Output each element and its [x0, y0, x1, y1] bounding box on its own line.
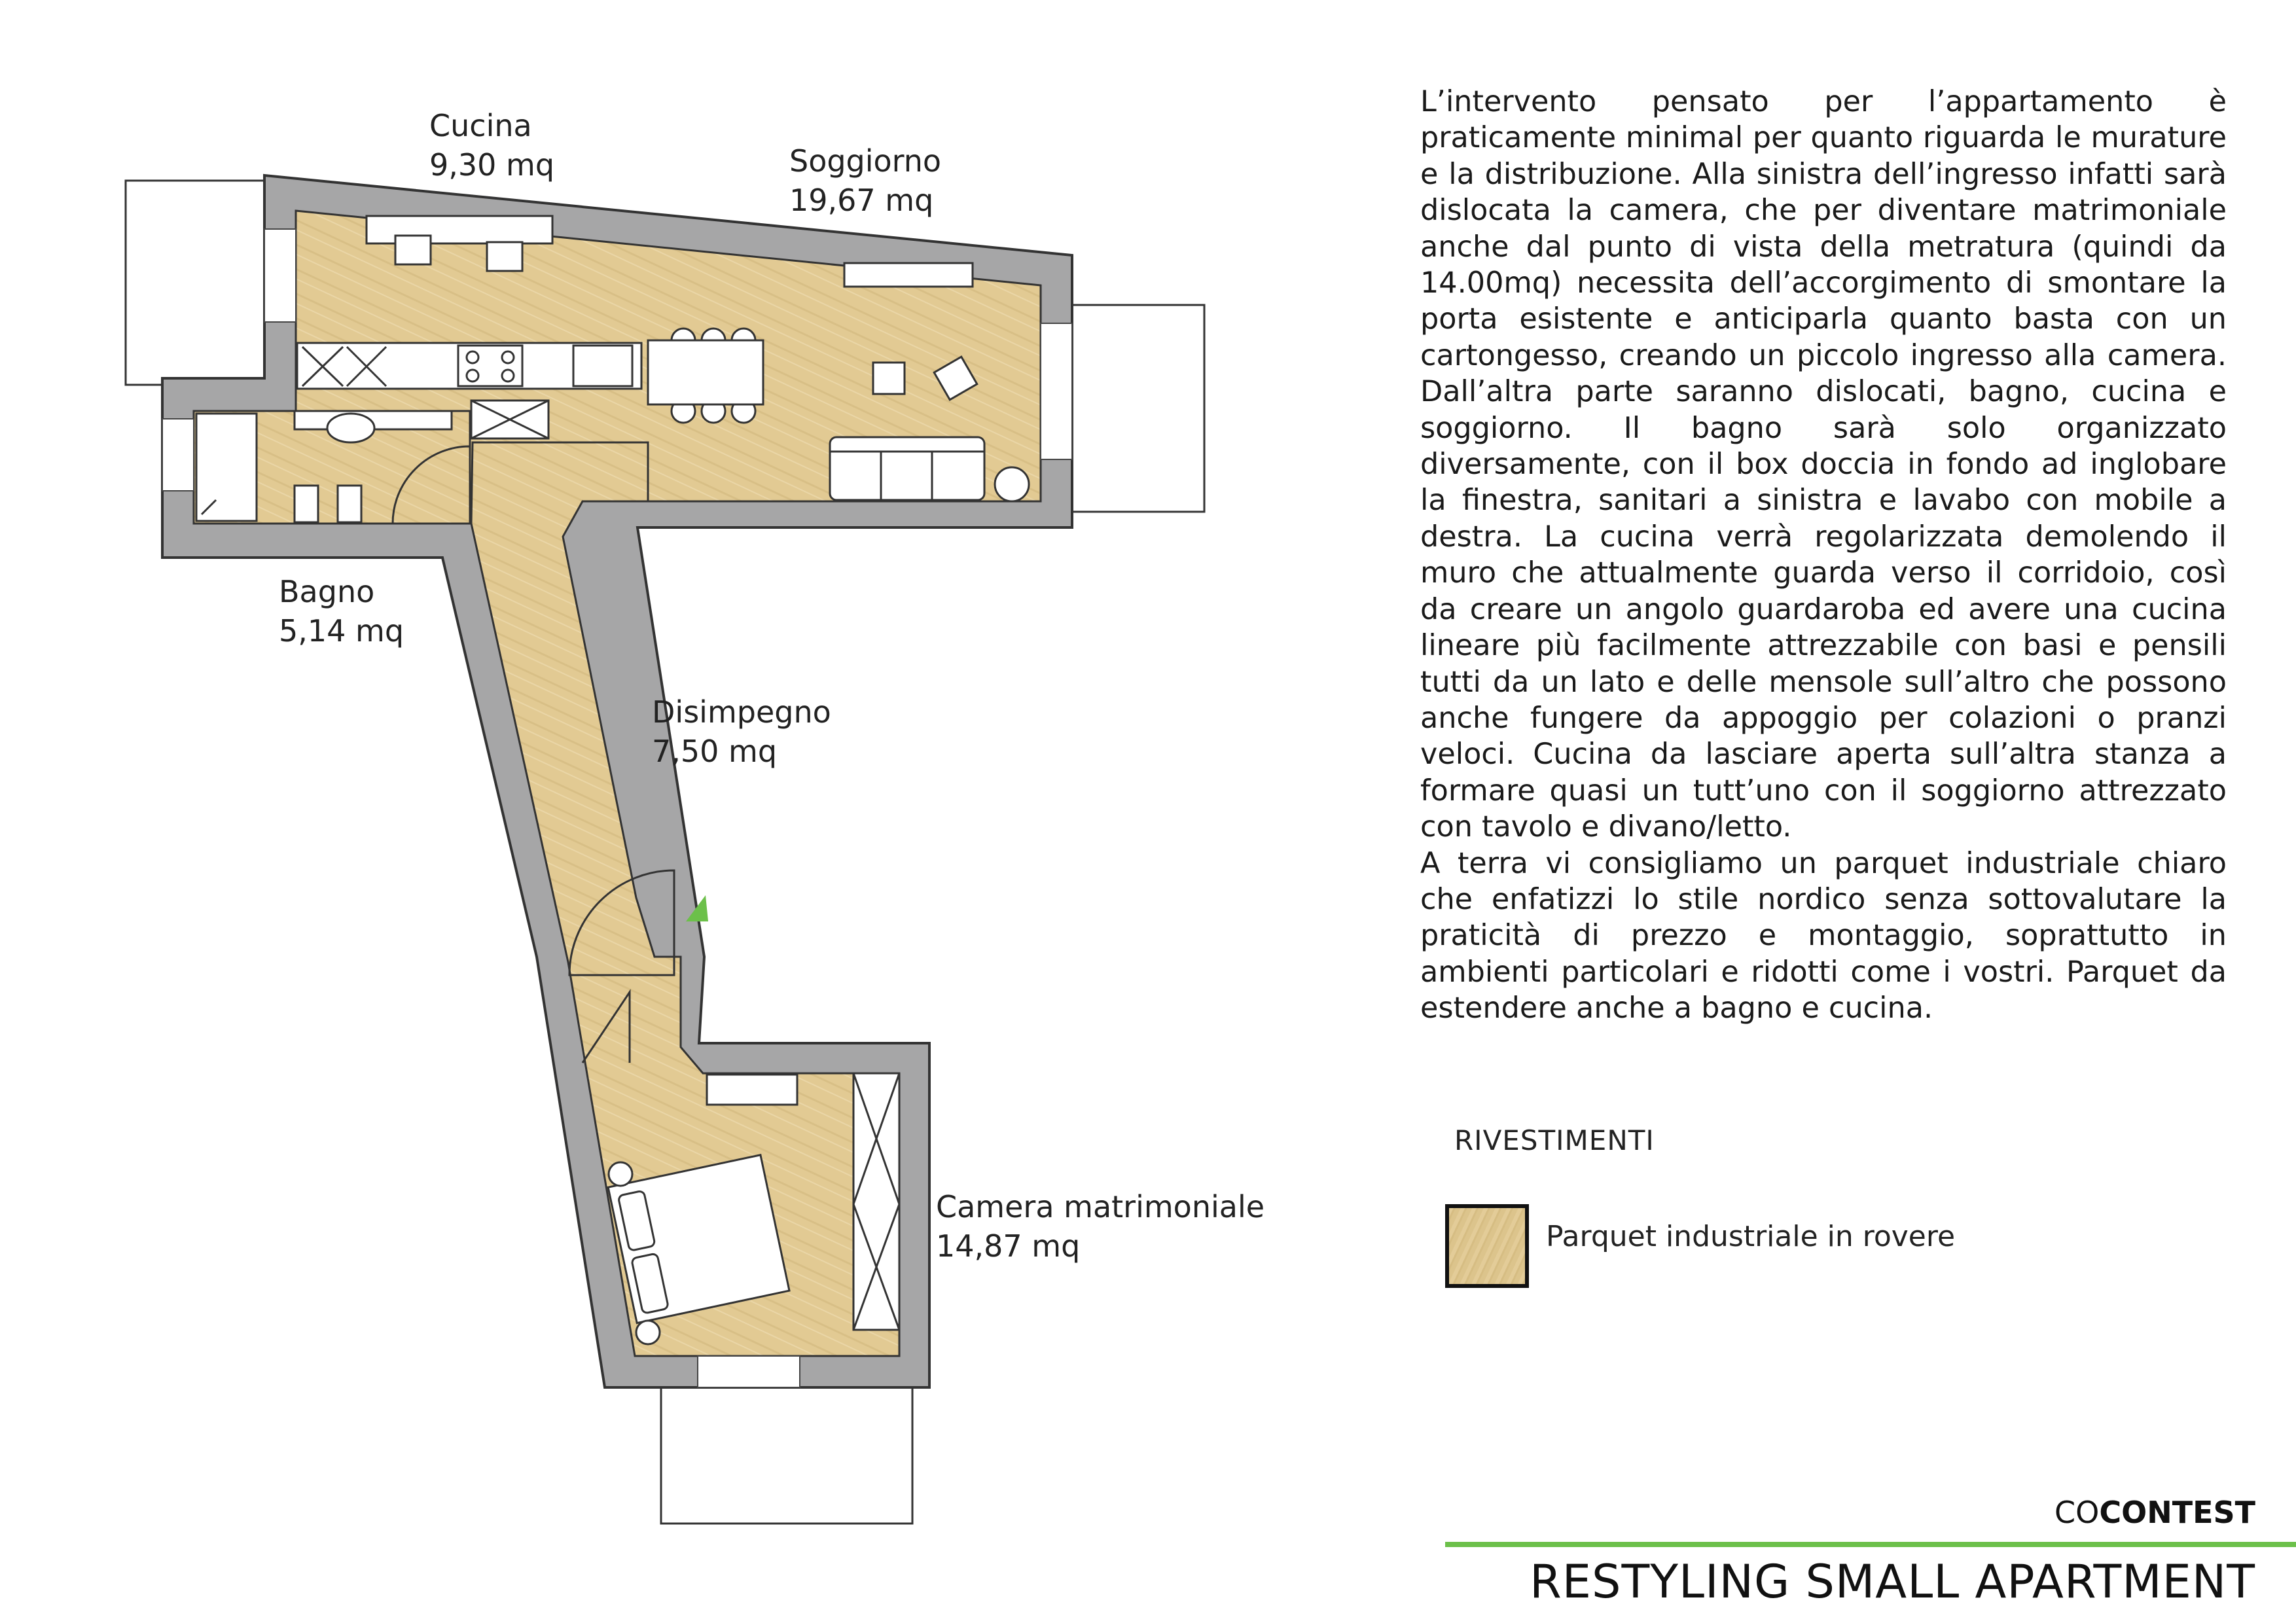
room-label-bagno: [279, 572, 404, 651]
window-right: [1041, 323, 1072, 459]
accent-divider: [1445, 1542, 2296, 1547]
shower: [196, 414, 257, 521]
toilet: [295, 486, 318, 522]
room-name: Bagno: [279, 574, 375, 609]
finish-swatch-parquet: [1445, 1204, 1529, 1288]
nightstand-top: [609, 1162, 632, 1186]
sofa: [830, 437, 984, 500]
side-table: [995, 467, 1029, 501]
balcony-left: [126, 181, 274, 385]
room-label-disimpegno: [652, 692, 831, 771]
brand-prefix: CO: [2054, 1495, 2100, 1530]
room-label-cucina: [429, 106, 554, 185]
balcony-bottom: [661, 1385, 912, 1524]
room-label-soggiorno: [789, 141, 941, 220]
room-name: Disimpegno: [652, 694, 831, 730]
kitchen-sink: [573, 346, 632, 386]
brand-suffix: CONTEST: [2099, 1495, 2255, 1530]
project-title: RESTYLING SMALL APARTMENT: [1530, 1555, 2255, 1609]
description-paragraph: L’intervento pensato per l’appartamento è praticamente minimal per quanto riguarda le murature e la distribuzione. Alla sinistra dell’ingresso infatti sarà dislocata la camera, che per diventare matrimoniale anche dal punto di vista della metratura (quindi da 14.00mq) necessita dell’accorgimento di smontare la porta esistente e anticiparla quanto basta con un cartongesso, creando un piccolo ingresso alla camera. Dall’altra parte saranno dislocati, bagno, cucina e soggiorno. Il bagno sarà solo organizzato diversamente, con il box doccia in fondo ad inglobare la finestra, sanitari a sinistra e lavabo con mobile a destra. La cucina verrà regolarizzata demolendo il muro che attualmente guarda verso il corridoio, così da creare un angolo guardaroba ed avere una cucina lineare più facilmente attrezzabile con basi e pensili tutti da un lato e delle mensole sull’altro che possono anche fungere da appoggio per colazioni o pranzi veloci. Cucina da lasciare aperta sull’altra stanza a formare quasi un tutt’uno con il soggiorno attrezzato con tavolo e divano/letto.: [1420, 85, 2227, 844]
window-bottom: [698, 1356, 800, 1387]
brand-logo: [2054, 1495, 2255, 1530]
room-name: Cucina: [429, 108, 532, 143]
room-name: Soggiorno: [789, 143, 942, 179]
bidet: [338, 486, 361, 522]
dresser: [707, 1075, 797, 1105]
finish-label: Parquet industriale in rovere: [1546, 1220, 1956, 1253]
description-paragraph: A terra vi consigliamo un parquet industriale chiaro che enfatizzi lo stile nordico senza sottovalutare la praticità di prezzo e montaggio, soprattutto in ambienti particolari e ridotti come i vostri. Parquet da estendere anche a bagno e cucina.: [1420, 846, 2227, 1026]
room-area: 14,87 mq: [936, 1228, 1081, 1264]
room-label-camera: [936, 1187, 1265, 1266]
window-left: [264, 229, 296, 322]
wardrobe: [853, 1073, 899, 1330]
room-area: 19,67 mq: [789, 183, 934, 218]
nightstand-bottom: [636, 1321, 660, 1344]
balcony-right: [1064, 305, 1204, 512]
coffee-table-1: [873, 363, 905, 394]
kitchen-counter: [297, 343, 641, 389]
window-bath: [162, 419, 194, 491]
room-area: 7,50 mq: [652, 734, 778, 769]
room-name: Camera matrimoniale: [936, 1189, 1265, 1224]
finishes-heading: RIVESTIMENTI: [1454, 1124, 1655, 1156]
room-area: 5,14 mq: [279, 613, 404, 649]
tv-unit: [844, 263, 973, 287]
project-description: [1420, 84, 2227, 1027]
room-area: 9,30 mq: [429, 147, 555, 183]
